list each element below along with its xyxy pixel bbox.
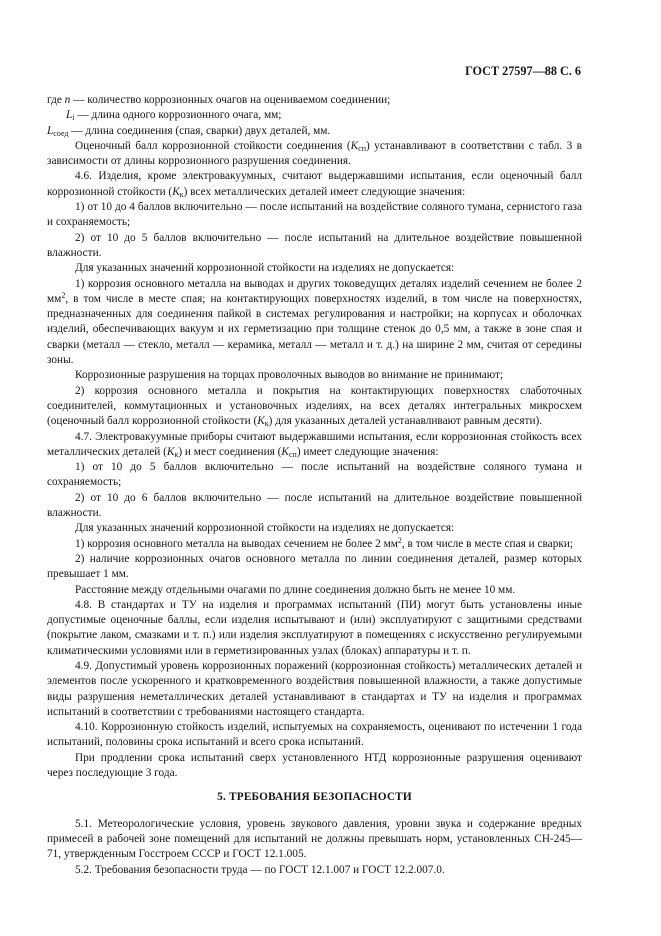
paragraph-not-allowed-2-item-1: 1) коррозия основного металла на выводах сечением не более 2 $мм^2$, в том числе в месте спая и сварки; [75,535,574,550]
paragraph-4-10: 4.10. Коррозионную стойкость изделий, испытуемых на сохраняемость, оценивают по истечении 1 года испытаний, половины срока испытаний и всего срока испытаний. [47,721,582,749]
paragraph-rating: Оценочный балл коррозионной стойкости соединения $(K_{сп})$ устанавливают в соответствии с табл. 3 в зависимости от длины коррозионного разрушения соединения. [47,139,582,168]
paragraph-4-7-item-2: 2) от 10 до 6 баллов включительно — после испытаний на длительное воздействие повышенной влажности. [47,491,582,520]
definition-li: $L_i$ — длина одного коррозионного очага, мм; [66,109,282,123]
definition-n: где n — количество коррозионных очагов на оцениваемом соединении; [47,94,391,106]
paragraph-4-8: 4.8. В стандартах и ТУ на изделия и программах испытаний (ПИ) могут быть установлены иные допустимые оценочные баллы, если изделия испытывают и (или) эксплуатируют с защитными средствами (покрытие лаком, смазками и т. п.) или изделия эксплуатируют в помещениях с искусственно регулируемыми климатическими условиями или в герметизированных узлах (блоках) аппаратуры и т. п. [47,598,582,657]
paragraph-4-7: 4.7. Электровакуумные приборы считают выдержавшими испытания, если коррозионная стойкость всех металлических деталей $(K_к)$ и мест соединения $(K_{сп})$ имеет следующие значения: [47,430,582,459]
paragraph-5-2: 5.2. Требования безопасности труда — по ГОСТ 12.1.007 и ГОСТ 12.2.007.0. [75,863,445,876]
paragraph-not-allowed-1: Для указанных значений коррозионной стойкости на изделиях не допускается: [75,262,455,275]
section-5-title: 5. ТРЕБОВАНИЯ БЕЗОПАСНОСТИ [217,791,412,804]
paragraph-not-allowed-1-item-2: 2) коррозия основного металла и покрытия на контактирующих поверхностях слаботочных соединителей, коммутационных и установочных изделиях, на всех деталях интегральных микросхем (оценочный балл коррозионной стойкости $(K_к)$ для указанных деталей устанавливают равным десяти). [47,384,582,429]
paragraph-not-allowed-2: Для указанных значений коррозионной стойкости на изделиях не допускается: [75,522,455,535]
paragraph-4-6-item-1: 1) от 10 до 4 баллов включительно — после испытаний на воздействие соляного тумана, сернистого газа и сохраняемость; [47,201,582,229]
paragraph-5-1: 5.1. Метеорологические условия, уровень звукового давления, уровни звука и содержание вредных примесей в рабочей зоне помещений для испытаний не должны превышать норм, установленных СН-245—71, утвержденным Госстроем СССР и ГОСТ 12.1.005. [47,817,582,861]
paragraph-4-9: 4.9. Допустимый уровень коррозионных поражений (коррозионная стойкость) металлических деталей и элементов после ускоренного и кратковременного воздействия повышенной влажности, а также допустимые виды разрушения неметаллических деталей устанавливают в стандартах и ТУ на изделия и программах испытаний в соответствии с требованиями настоящего стандарта. [47,659,582,718]
paragraph-wire-ends: Коррозионные разрушения на торцах проволочных выводов во внимание не принимают; [75,369,504,382]
paragraph-extension: При продлении срока испытаний сверх установленного НТД коррозионные разрушения оценивают через последующие 3 года. [47,751,582,780]
paragraph-4-6: 4.6. Изделия, кроме электровакуумных, считают выдержавшими испытания, если оценочный балл коррозионной стойкости $(K_к)$ всех металлических деталей имеет следующие значения: [47,170,582,199]
paragraph-distance: Расстояние между отдельными очагами по длине соединения должно быть не менее 10 мм. [75,583,516,596]
paragraph-4-7-item-1: 1) от 10 до 5 баллов включительно — после испытаний на воздействие соляного тумана и сохраняемость; [47,461,582,489]
definition-lsoed: $L_{соед}$ — длина соединения (спая, сварки) двух деталей, мм. [47,124,331,138]
paragraph-not-allowed-2-item-2: 2) наличие коррозионных очагов основного металла по линии соединения деталей, размер которых превышает 1 мм. [47,552,582,581]
page-content [47,93,582,878]
paragraph-not-allowed-1-item-1: 1) коррозия основного металла на выводах и других токоведущих деталях изделий сечением не более 2 $мм^2$, в том числе в месте спая; на контактирующих поверхностях изделий, в том числе на поверхностях, предназначенных для соединения пайкой в системах регулирования и настройки; на корпусах и оболочках изделий, обеспечивающих вакуум и их герметизацию при толщине стенок до 0,5 мм, а также в зоне спая и сварки (металл — стекло, металл — керамика, металл — металл и т. д.) на ширине 2 мм, считая от середины зоны. [47,277,582,367]
page-header: ГОСТ 27597—88 С. 6 [465,64,581,78]
paragraph-4-6-item-2: 2) от 10 до 5 баллов включительно — после испытаний на длительное воздействие повышенной влажности. [47,231,582,259]
